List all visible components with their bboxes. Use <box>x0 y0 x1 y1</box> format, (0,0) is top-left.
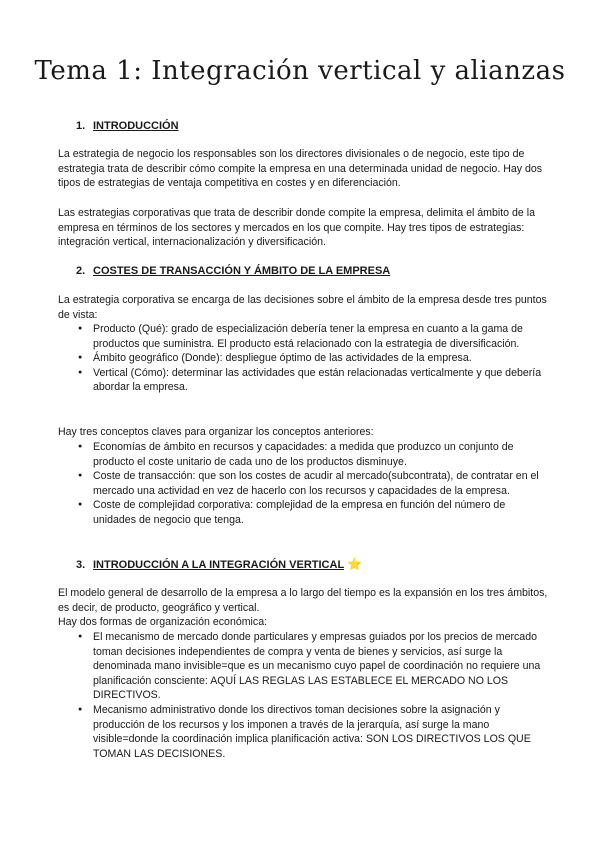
section-number: 3. <box>76 559 86 571</box>
list-item: ● Coste de transacción: que son los costes de acudir al mercado(subcontrata), de contratar en el mercado una actividad en vez de hacerlo con los recursos y capacidades de la empresa. <box>58 469 548 498</box>
paragraph: La estrategia de negocio los responsables son los directores divisionales o de negocio, este tipo de estrategia trata de describir cómo compite la empresa en una determinada unidad de negocio. Hay dos tipos de estrategias de ventaja competitiva en costes y en diferenciación. <box>58 148 543 190</box>
bullet-list <box>58 630 548 761</box>
section-heading-costes <box>76 265 390 277</box>
paragraph: Hay dos formas de organización económica: <box>58 616 268 628</box>
list-item: ● Coste de complejidad corporativa: complejidad de la empresa en función del número de unidades de negocio que tenga. <box>58 498 548 527</box>
list-item: ● Economías de ámbito en recursos y capacidades: a medida que produzco un conjunto de producto el coste unitario de cada uno de los productos disminuye. <box>58 440 548 469</box>
list-item: ● Ámbito geográfico (Donde): despliegue óptimo de las actividades de la empresa. <box>58 351 548 366</box>
list-item: ● Mecanismo administrativo donde los directivos toman decisiones sobre la asignación y producción de los recursos y los imponen a través de la jerarquía, así surge la mano visible=donde la coordinación implica planificación activa: SON LOS DIRECTIVOS LOS QUE TOMAN LAS DECISIONES. <box>58 703 548 761</box>
list-item: ● El mecanismo de mercado donde particulares y empresas guiados por los precios de mercado toman decisiones independientes de compra y venta de bienes y servicios, así surge la denominada mano invisible=que es un mecanismo cuyo papel de coordinación no requiere una planificación consciente: AQUÍ LAS REGLAS LAS ESTABLECE EL MERCADO NO LOS DIRECTIVOS. <box>58 630 548 703</box>
paragraph: La estrategia corporativa se encarga de las decisiones sobre el ámbito de la empresa desde tres puntos de vista: <box>58 294 547 321</box>
section-title: COSTES DE TRANSACCIÓN Y ÁMBITO DE LA EMPRESA <box>93 265 391 277</box>
section-heading-introduccion <box>76 120 179 132</box>
paragraph: El modelo general de desarrollo de la empresa a lo largo del tiempo es la expansión en los tres ámbitos, es decir, de producto, geográfico y vertical. <box>58 587 548 614</box>
section-number: 2. <box>76 265 86 277</box>
section-title: INTRODUCCIÓN A LA INTEGRACIÓN VERTICAL <box>93 559 344 571</box>
list-item: ● Producto (Qué): grado de especialización debería tener la empresa en cuanto a la gama de productos que suministra. El producto está relacionado con la estrategia de diversificación. <box>58 322 548 351</box>
paragraph: Hay tres conceptos claves para organizar los conceptos anteriores: <box>58 426 374 438</box>
section-heading-integracion-vertical <box>76 557 362 571</box>
list-item: ● Vertical (Cómo): determinar las actividades que están relacionadas verticalmente y que debería abordar la empresa. <box>58 366 548 395</box>
section-title: INTRODUCCIÓN <box>93 120 179 132</box>
paragraph: Las estrategias corporativas que trata de describir donde compite la empresa, delimita el ámbito de la empresa en términos de los sectores y mercados en los que compite. Hay tres tipos de estrategias: integración vertical, internacionalización y diversificación. <box>58 207 535 249</box>
bullet-list <box>58 440 548 528</box>
section-number: 1. <box>76 120 86 132</box>
bullet-list <box>58 322 548 395</box>
star-icon: ⭐ <box>347 557 362 571</box>
document-title: Tema 1: Integración vertical y alianzas <box>34 56 566 86</box>
